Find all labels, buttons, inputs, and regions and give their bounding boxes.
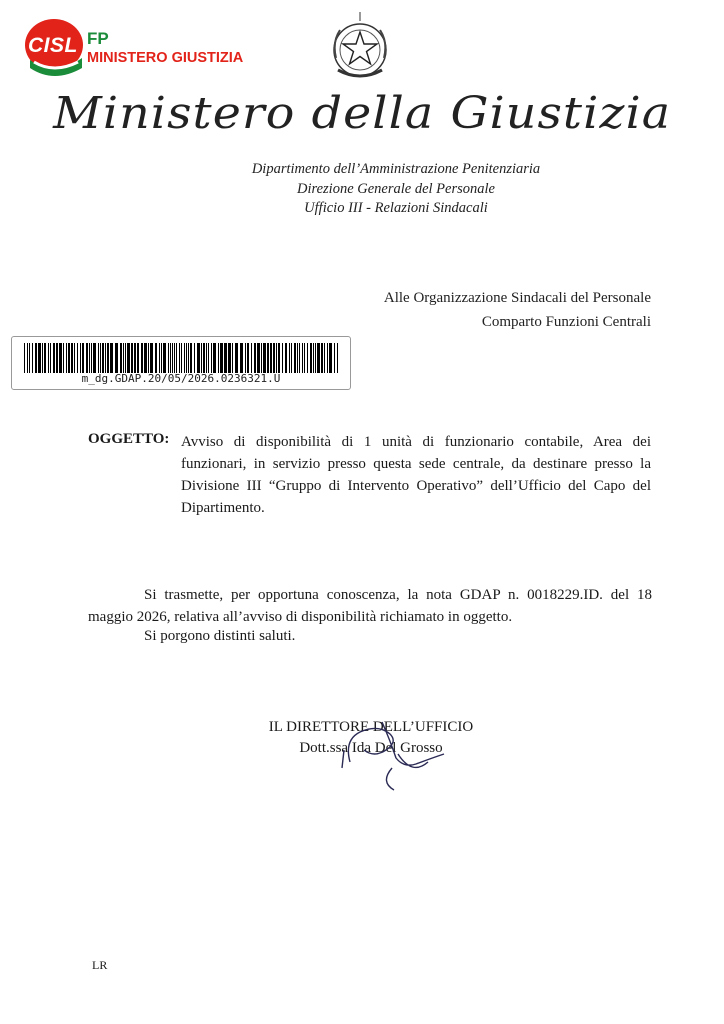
author-initials: LR [92,958,108,972]
signatory-title: IL DIRETTORE DELL’UFFICIO [268,719,474,735]
office-line: Ufficio III - Relazioni Sindacali [304,200,488,216]
italian-republic-emblem-icon [326,12,394,84]
subject-label: OGGETTO: [88,431,170,447]
recipient-line: Alle Organizzazione Sindacali del Personale [383,290,651,306]
cisl-fp-text: FP [87,29,109,48]
signatory-name: Dott.ssa Ida Del Grosso [299,740,443,756]
recipient-line: Comparto Funzioni Centrali [481,314,651,330]
protocol-number: m_dg.GDAP.20/05/2026.0236321.U [81,372,281,385]
body-paragraph: Si trasmette, per opportuna conoscenza, la nota GDAP n. 0018229.ID. del 18 maggio 2026, relativa all’avviso di disponibilità richiamato in oggetto. [88,587,652,625]
subject-text: Avviso di disponibilità di 1 unità di funzionario contabile, Area dei funzionari, in servizio presso questa sede centrale, da destinare presso la Divisione III “Gruppo di Intervento Operativo” dell’Ufficio del Capo del Dipartimento. [181,434,651,516]
directorate-line: Direzione Generale del Personale [297,181,495,197]
barcode-icon [24,343,338,373]
closing-greeting: Si porgono distinti saluti. [144,628,296,644]
protocol-barcode-label [11,336,351,390]
cisl-ministero-text: MINISTERO GIUSTIZIA [87,50,244,66]
ministry-title: Ministero della Giustizia [52,88,672,139]
department-line: Dipartimento dell’Amministrazione Penitenziaria [251,161,541,177]
cisl-badge-text: CISL [28,34,78,57]
cisl-fp-logo [24,18,254,82]
handwritten-signature-icon [320,710,460,798]
